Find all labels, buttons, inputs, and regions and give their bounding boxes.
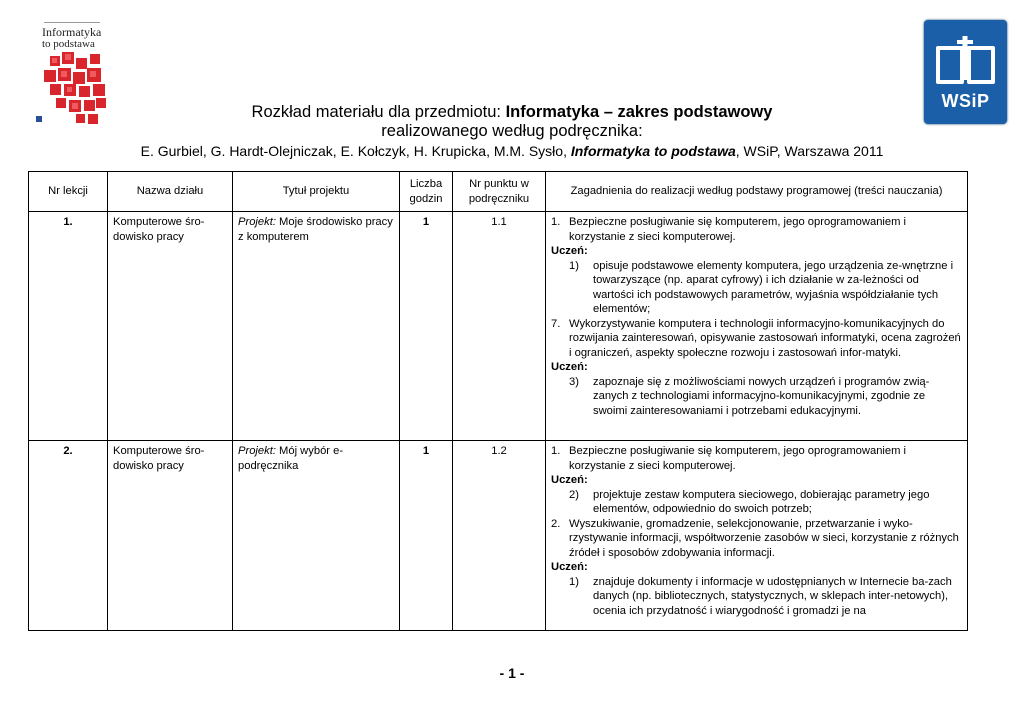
projekt-title: Mój wybór e-podręcznika [238, 445, 344, 472]
header-nr-punktu: Nr punktu w podręczniku [453, 172, 546, 212]
document-subtitle: realizowanego według podręcznika: [381, 122, 643, 140]
cell-nr: 2. [29, 441, 108, 631]
uczen-label: Uczeń: [551, 561, 588, 573]
topic-text: Wykorzystywanie komputera i technologii informacyjno-komunikacyjnych do rozwijania zainteresowań, opisywanie zastosowań informatyki, ocena zagrożeń i ograniczeń, aspekty społeczne rozwoju i zastosowań infor-matyki. [569, 317, 961, 359]
requirement-text: zapoznaje się z możliwościami nowych urządzeń i programów zwią-zanych z technologiami informacyjno-komunikacyjnymi, zgodnie ze swoimi zainteresowaniami i potrzebami edukacyjnymi. [593, 375, 930, 417]
topic-text: Bezpieczne posługiwanie się komputerem, jego oprogramowaniem i korzystanie z sieci komputerowej. [569, 216, 907, 243]
document-title [0, 103, 1024, 122]
requirement-number: 2) [569, 488, 579, 501]
table-row [29, 441, 968, 631]
cell-nr: 1. [29, 212, 108, 441]
header-nr-lekcji: Nr lekcji [29, 172, 108, 212]
authors: E. Gurbiel, G. Hardt-Olejniczak, E. Kołczyk, H. Krupicka, M.M. Sysło, [140, 143, 571, 159]
title-prefix: Rozkład materiału dla przedmiotu: [251, 103, 506, 121]
topic-number: 7. [551, 317, 561, 330]
textbook-title: Informatyka to podstawa [570, 143, 736, 159]
cell-godziny: 1 [400, 212, 453, 441]
header-zagadnienia: Zagadnienia do realizacji według podstawy programowej (treści nauczania) [546, 172, 968, 212]
book-cover-title-line2: to podstawa [42, 38, 95, 50]
topic-number: 1. [551, 445, 561, 457]
cell-zagadnienia [546, 212, 968, 441]
cell-projekt [233, 212, 400, 441]
header-liczba-godzin: Liczba godzin [400, 172, 453, 212]
requirement-item [551, 375, 962, 419]
requirement-number: 3) [569, 375, 579, 388]
wsip-logo-text: WSiP [941, 91, 990, 111]
uczen-label: Uczeń: [551, 245, 588, 257]
topic-item [551, 444, 962, 473]
cell-dzial: Komputerowe śro-dowisko pracy [108, 441, 233, 631]
requirement-number: 1) [569, 575, 579, 588]
cell-godziny: 1 [400, 441, 453, 631]
topic-text: Wyszukiwanie, gromadzenie, selekcjonowanie, przetwarzanie i wyko-rzystywanie informacji, współtworzenie zasobów w sieci, korzystanie z różnych źródeł i sposobów zdobywania informacji. [569, 517, 959, 559]
textbook-reference [0, 143, 1024, 159]
requirement-item [551, 259, 962, 317]
table-row [29, 212, 968, 441]
cell-punkt: 1.1 [453, 212, 546, 441]
table-header-row [29, 172, 968, 212]
page-number: - 1 - [499, 665, 525, 681]
cell-dzial: Komputerowe śro-dowisko pracy [108, 212, 233, 441]
topic-item [551, 215, 962, 244]
requirement-text: opisuje podstawowe elementy komputera, jego urządzenia ze-wnętrzne i towarzyszące (np. aparat cyfrowy) i ich działanie w za-leżności od wartości ich podstawowych parametrów, wyjaśnia współdziałanie tych elementów; [593, 259, 954, 315]
requirement-text: znajduje dokumenty i informacje w udostępnianych w Internecie ba-zach danych (np. bibliotecznych, statystycznych, w sklepach inter-netowych), ocenia ich przydatność i wiarygodność i gromadzi je na [593, 575, 952, 617]
header-tytul-projektu: Tytuł projektu [233, 172, 400, 212]
curriculum-table [28, 171, 968, 631]
topic-item [551, 517, 962, 561]
topic-number: 2. [551, 517, 561, 530]
book-emblem-icon [924, 30, 1007, 90]
cell-projekt [233, 441, 400, 631]
uczen-label: Uczeń: [551, 474, 588, 486]
topic-text: Bezpieczne posługiwanie się komputerem, jego oprogramowaniem i korzystanie z sieci komputerowej. [569, 445, 907, 472]
subject-name: Informatyka – zakres podstawowy [505, 103, 773, 121]
publisher: , WSiP, Warszawa 2011 [735, 143, 884, 159]
requirement-item [551, 488, 962, 517]
topic-number: 1. [551, 216, 561, 228]
projekt-label: Projekt: [238, 445, 276, 457]
book-cover-title-line1: Informatyka [42, 25, 102, 39]
cell-zagadnienia [546, 441, 968, 631]
uczen-label: Uczeń: [551, 361, 588, 373]
projekt-title: Moje środowisko pracy z komputerem [238, 216, 393, 243]
requirement-number: 1) [569, 259, 579, 272]
requirement-text: projektuje zestaw komputera sieciowego, dobierając parametry jego elementów, odpowiednio do swoich potrzeb; [593, 488, 930, 515]
projekt-label: Projekt: [238, 216, 276, 228]
header-nazwa-dzialu: Nazwa działu [108, 172, 233, 212]
requirement-item [551, 575, 962, 619]
topic-item [551, 317, 962, 361]
cell-punkt: 1.2 [453, 441, 546, 631]
